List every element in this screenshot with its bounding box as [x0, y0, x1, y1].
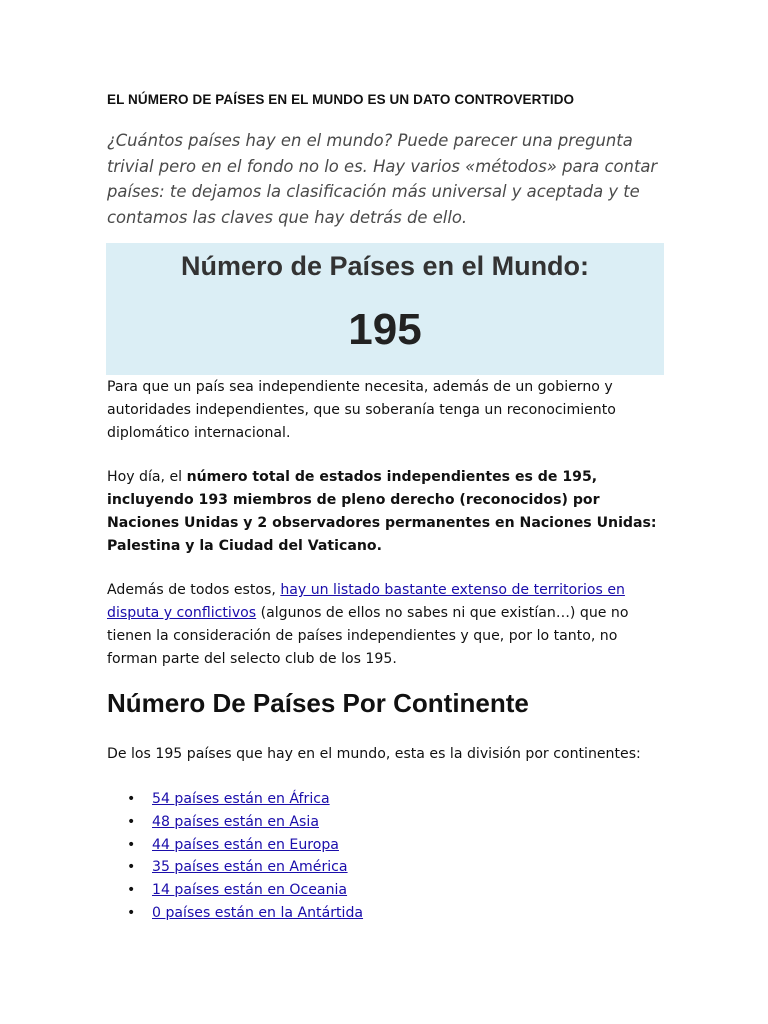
intro-paragraph: ¿Cuántos países hay en el mundo? Puede parecer una pregunta trivial pero en el fondo no lo es. Hay varios «métodos» para contar países: te dejamos la clasificación más universal y aceptada y te contamos las claves que hay detrás de ello. — [107, 131, 658, 227]
continents-list — [107, 788, 607, 925]
paragraph-independence: Para que un país sea independiente necesita, además de un gobierno y autoridades independientes, que su soberanía tenga un reconocimiento diplomático internacional. — [107, 379, 616, 441]
continent-link-europe[interactable]: 44 países están en Europa — [152, 836, 339, 853]
bullet-icon: • — [127, 859, 136, 876]
continent-link-oceania[interactable]: 14 países están en Oceania — [152, 882, 348, 899]
paragraph-total-states — [107, 466, 667, 558]
disputed-territories-link[interactable]: hay un listado bastante extenso de territorios en disputa y conflictivos — [107, 582, 625, 621]
list-item — [107, 856, 607, 879]
bullet-icon: • — [127, 791, 136, 807]
bullet-icon: • — [127, 882, 136, 899]
paragraph-territories-lead: Además de todos estos, — [107, 582, 281, 598]
list-item — [107, 811, 607, 834]
continent-link-asia[interactable]: 48 países están en Asia — [152, 813, 319, 830]
country-count-infobox — [106, 243, 664, 375]
bullet-icon: • — [127, 813, 136, 830]
paragraph-territories-tail: (algunos de ellos no sabes ni que existían…) que no tienen la consideración de países independientes y que, por lo tanto, no forman parte del selecto club de los 195. — [107, 605, 629, 667]
list-item — [107, 788, 607, 811]
section-heading: Número De Países Por Continente — [107, 688, 529, 718]
list-item — [107, 902, 607, 925]
document-title: EL NÚMERO DE PAÍSES EN EL MUNDO ES UN DATO CONTROVERTIDO — [107, 92, 575, 107]
bullet-icon: • — [127, 904, 136, 921]
continent-link-antarctica[interactable]: 0 países están en la Antártida — [152, 904, 364, 921]
continent-link-america[interactable]: 35 países están en América — [152, 859, 348, 876]
section-intro: De los 195 países que hay en el mundo, esta es la división por continentes: — [107, 746, 641, 762]
infobox-number: 195 — [348, 305, 422, 354]
paragraph-total-states-bold: número total de estados independientes es de 195, incluyendo 193 miembros de pleno derecho (reconocidos) por Naciones Unidas y 2 observadores permanentes en Naciones Unidas: Palestina y la Ciudad del Vaticano. — [107, 469, 657, 554]
bullet-icon: • — [127, 836, 136, 853]
infobox-heading: Número de Países en el Mundo: — [180, 251, 590, 281]
list-item — [107, 879, 607, 902]
list-item — [107, 834, 607, 857]
continent-link-africa[interactable]: 54 países están en África — [152, 791, 330, 807]
paragraph-territories — [107, 579, 667, 671]
paragraph-total-states-lead: Hoy día, el — [107, 469, 187, 485]
